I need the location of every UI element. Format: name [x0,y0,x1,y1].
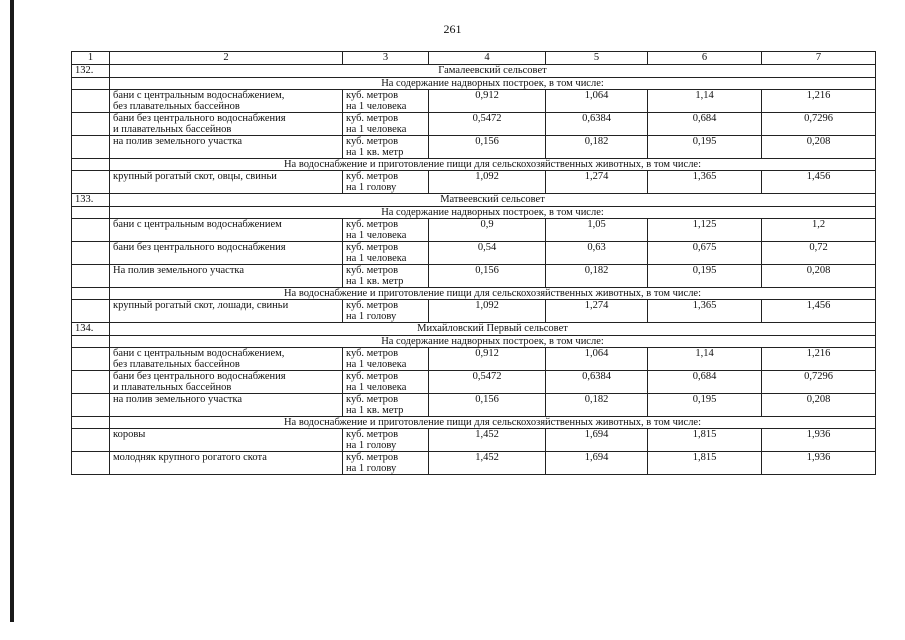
section-number: 132. [72,65,110,78]
value-col-5: 0,6384 [546,113,648,136]
value-col-6: 0,195 [648,265,762,288]
table-row [72,452,876,475]
value-col-7: 0,208 [762,136,876,159]
value-col-4: 0,5472 [429,113,546,136]
column-number-row [72,52,876,65]
col-header-1: 1 [72,52,110,65]
row-name: бани без центрального водоснабжения [110,242,343,265]
group-title: На водоснабжение и приготовление пищи для сельскохозяйственных животных, в том числе: [110,159,876,171]
value-col-4: 0,9 [429,219,546,242]
table-row [72,429,876,452]
row-unit: куб. метров на 1 человека [343,242,429,265]
group-header-row [72,288,876,300]
group-spacer-cell [72,78,110,90]
table-row [72,171,876,194]
value-col-4: 0,912 [429,348,546,371]
section-title: Матвеевский сельсовет [110,194,876,207]
col-header-7: 7 [762,52,876,65]
group-spacer-cell [72,288,110,300]
value-col-5: 1,05 [546,219,648,242]
row-name: На полив земельного участка [110,265,343,288]
row-unit: куб. метров на 1 голову [343,171,429,194]
table-row [72,136,876,159]
value-col-7: 1,216 [762,90,876,113]
value-col-6: 1,365 [648,171,762,194]
group-spacer-cell [72,336,110,348]
group-header-row [72,159,876,171]
row-spacer-cell [72,429,110,452]
col-header-6: 6 [648,52,762,65]
group-spacer-cell [72,159,110,171]
row-spacer-cell [72,219,110,242]
value-col-6: 0,684 [648,371,762,394]
row-unit: куб. метров на 1 кв. метр [343,136,429,159]
group-title: На содержание надворных построек, в том числе: [110,207,876,219]
value-col-4: 0,912 [429,90,546,113]
row-name: бани с центральным водоснабжением [110,219,343,242]
row-unit: куб. метров на 1 голову [343,429,429,452]
row-spacer-cell [72,265,110,288]
table-row [72,242,876,265]
row-unit: куб. метров на 1 человека [343,113,429,136]
value-col-6: 1,14 [648,90,762,113]
row-name: молодняк крупного рогатого скота [110,452,343,475]
value-col-4: 1,092 [429,300,546,323]
section-header-row [72,65,876,78]
section-title: Гамалеевский сельсовет [110,65,876,78]
value-col-7: 0,7296 [762,113,876,136]
group-header-row [72,336,876,348]
value-col-5: 1,274 [546,171,648,194]
value-col-7: 1,216 [762,348,876,371]
value-col-7: 0,72 [762,242,876,265]
row-unit: куб. метров на 1 кв. метр [343,265,429,288]
row-unit: куб. метров на 1 человека [343,219,429,242]
section-number: 133. [72,194,110,207]
value-col-5: 0,182 [546,394,648,417]
value-col-6: 0,195 [648,394,762,417]
value-col-4: 0,156 [429,136,546,159]
norms-table [71,51,876,475]
value-col-7: 1,936 [762,429,876,452]
group-spacer-cell [72,417,110,429]
row-unit: куб. метров на 1 человека [343,348,429,371]
row-spacer-cell [72,348,110,371]
group-title: На водоснабжение и приготовление пищи для сельскохозяйственных животных, в том числе: [110,288,876,300]
row-unit: куб. метров на 1 голову [343,300,429,323]
group-header-row [72,417,876,429]
row-name: бани без центрального водоснабжения и плавательных бассейнов [110,371,343,394]
group-title: На содержание надворных построек, в том числе: [110,336,876,348]
row-spacer-cell [72,171,110,194]
table-row [72,371,876,394]
value-col-4: 0,5472 [429,371,546,394]
value-col-5: 1,064 [546,348,648,371]
row-spacer-cell [72,394,110,417]
value-col-6: 0,195 [648,136,762,159]
value-col-5: 0,6384 [546,371,648,394]
value-col-4: 1,452 [429,429,546,452]
row-unit: куб. метров на 1 человека [343,90,429,113]
row-name: коровы [110,429,343,452]
table-row [72,265,876,288]
value-col-6: 1,815 [648,429,762,452]
value-col-6: 0,675 [648,242,762,265]
value-col-4: 0,156 [429,265,546,288]
row-spacer-cell [72,136,110,159]
table-row [72,113,876,136]
row-name: бани без центрального водоснабжения и плавательных бассейнов [110,113,343,136]
row-spacer-cell [72,90,110,113]
section-header-row [72,194,876,207]
row-name: крупный рогатый скот, овцы, свиньи [110,171,343,194]
row-name: на полив земельного участка [110,394,343,417]
value-col-5: 0,182 [546,265,648,288]
value-col-7: 1,456 [762,300,876,323]
page-number: 261 [443,22,462,36]
row-spacer-cell [72,113,110,136]
value-col-7: 1,936 [762,452,876,475]
scan-left-edge [10,0,14,622]
row-name: на полив земельного участка [110,136,343,159]
norms-table-body [72,52,876,475]
col-header-5: 5 [546,52,648,65]
value-col-6: 1,125 [648,219,762,242]
row-unit: куб. метров на 1 голову [343,452,429,475]
row-spacer-cell [72,242,110,265]
group-header-row [72,207,876,219]
row-spacer-cell [72,371,110,394]
value-col-7: 1,456 [762,171,876,194]
value-col-5: 1,064 [546,90,648,113]
group-header-row [72,78,876,90]
value-col-6: 0,684 [648,113,762,136]
group-title: На водоснабжение и приготовление пищи для сельскохозяйственных животных, в том числе: [110,417,876,429]
row-name: бани с центральным водоснабжением, без плавательных бассейнов [110,90,343,113]
group-title: На содержание надворных построек, в том числе: [110,78,876,90]
col-header-3: 3 [343,52,429,65]
value-col-5: 0,63 [546,242,648,265]
table-row [72,90,876,113]
value-col-6: 1,815 [648,452,762,475]
value-col-5: 0,182 [546,136,648,159]
value-col-4: 1,452 [429,452,546,475]
value-col-7: 0,208 [762,265,876,288]
value-col-6: 1,14 [648,348,762,371]
col-header-2: 2 [110,52,343,65]
table-row [72,300,876,323]
col-header-4: 4 [429,52,546,65]
row-spacer-cell [72,300,110,323]
row-unit: куб. метров на 1 человека [343,371,429,394]
value-col-7: 0,208 [762,394,876,417]
row-name: бани с центральным водоснабжением, без плавательных бассейнов [110,348,343,371]
group-spacer-cell [72,207,110,219]
table-row [72,348,876,371]
value-col-7: 0,7296 [762,371,876,394]
value-col-4: 1,092 [429,171,546,194]
value-col-4: 0,54 [429,242,546,265]
table-row [72,394,876,417]
section-title: Михайловский Первый сельсовет [110,323,876,336]
section-number: 134. [72,323,110,336]
table-row [72,219,876,242]
section-header-row [72,323,876,336]
row-spacer-cell [72,452,110,475]
value-col-5: 1,694 [546,452,648,475]
value-col-6: 1,365 [648,300,762,323]
value-col-4: 0,156 [429,394,546,417]
value-col-7: 1,2 [762,219,876,242]
value-col-5: 1,694 [546,429,648,452]
row-unit: куб. метров на 1 кв. метр [343,394,429,417]
value-col-5: 1,274 [546,300,648,323]
row-name: крупный рогатый скот, лошади, свиньи [110,300,343,323]
